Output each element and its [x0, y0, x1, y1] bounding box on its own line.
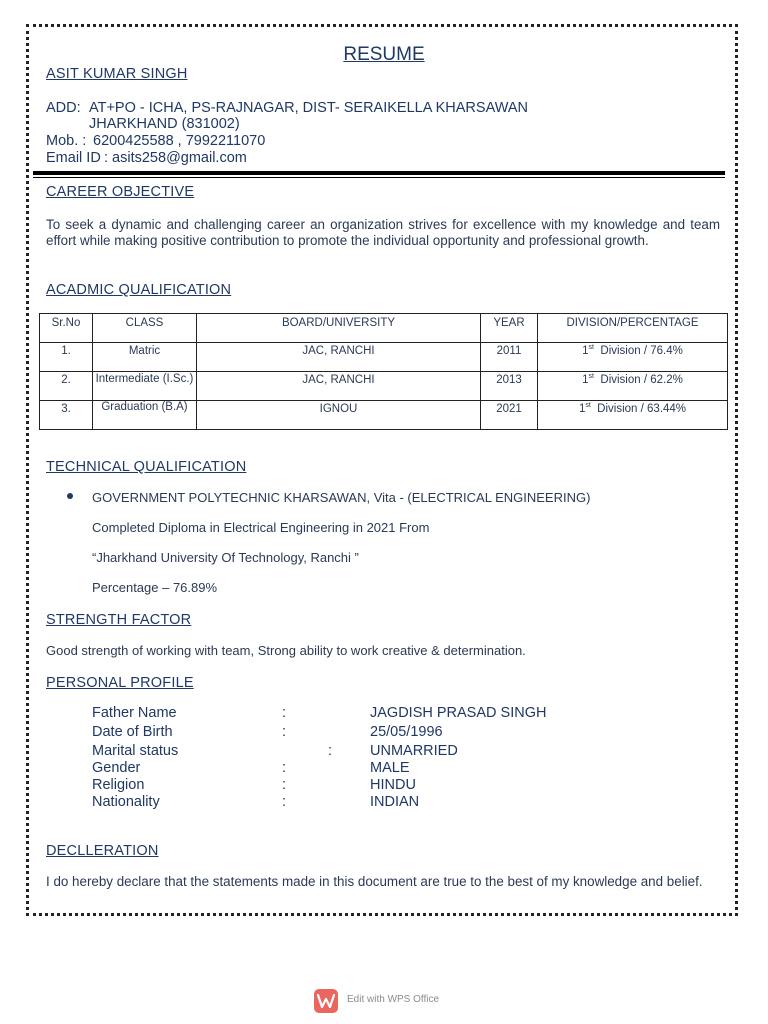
mobile-numbers: 6200425588 , 7992211070 [93, 133, 266, 149]
email-label: Email ID [46, 150, 101, 166]
profile-value: 25/05/1996 [370, 724, 443, 740]
division-cell: 1st Division / 63.44% [538, 401, 728, 430]
board-cell: IGNOU [197, 401, 481, 430]
technical-line-1: GOVERNMENT POLYTECHNIC KHARSAWAN, Vita - (ELECTRICAL ENGINEERING) [92, 490, 591, 505]
table-row [40, 372, 728, 401]
resume-title: RESUME [343, 44, 425, 65]
year-cell: 2021 [481, 401, 538, 430]
profile-colon: : [282, 760, 287, 776]
year-cell: 2011 [481, 343, 538, 372]
column-header: YEAR [481, 314, 538, 343]
mobile-label: Mob. : [46, 133, 87, 149]
profile-label: Marital status [92, 743, 179, 759]
profile-value: MALE [370, 760, 410, 776]
wps-w-icon [317, 994, 335, 1008]
personal-profile-heading: PERSONAL PROFILE [46, 675, 194, 691]
column-header: BOARD/UNIVERSITY [197, 314, 481, 343]
profile-value: HINDU [370, 777, 416, 793]
profile-label: Father Name [92, 705, 177, 721]
technical-heading: TECHNICAL QUALIFICATION [46, 459, 247, 475]
profile-colon: : [282, 705, 287, 721]
academic-table [39, 313, 728, 430]
class-cell: Matric [93, 343, 197, 372]
edit-with-wps-link[interactable]: Edit with WPS Office [347, 994, 440, 1005]
wps-logo-icon[interactable] [314, 989, 338, 1013]
candidate-name: ASIT KUMAR SINGH [46, 66, 188, 82]
table-row [40, 401, 728, 430]
declaration-heading: DECLLERATION [46, 843, 159, 859]
sr-no-cell: 3. [40, 401, 93, 430]
profile-colon: : [282, 794, 287, 810]
header-divider-thick [33, 171, 725, 175]
career-objective-heading: CAREER OBJECTIVE [46, 184, 195, 200]
profile-value: UNMARRIED [370, 743, 458, 759]
table-row [40, 343, 728, 372]
header-divider-thin [33, 177, 725, 178]
bullet-icon [67, 493, 73, 499]
profile-value: INDIAN [370, 794, 420, 810]
board-cell: JAC, RANCHI [197, 372, 481, 401]
year-cell: 2013 [481, 372, 538, 401]
academic-heading: ACADMIC QUALIFICATION [46, 282, 232, 298]
class-cell: Intermediate (I.Sc.) [93, 372, 197, 401]
academic-table-header [40, 314, 728, 343]
profile-label: Date of Birth [92, 724, 173, 740]
profile-value: JAGDISH PRASAD SINGH [370, 705, 547, 721]
board-cell: JAC, RANCHI [197, 343, 481, 372]
sr-no-cell: 2. [40, 372, 93, 401]
strength-text: Good strength of working with team, Strong ability to work creative & determination. [46, 643, 526, 658]
profile-colon: : [282, 777, 287, 793]
technical-line-4: Percentage – 76.89% [92, 580, 218, 595]
technical-line-2: Completed Diploma in Electrical Engineering in 2021 From [92, 520, 430, 535]
sr-no-cell: 1. [40, 343, 93, 372]
technical-line-3: “Jharkhand University Of Technology, Ranchi ” [92, 550, 359, 565]
address-line-1: AT+PO - ICHA, PS-RAJNAGAR, DIST- SERAIKELLA KHARSAWAN [89, 100, 528, 116]
address-line-2: JHARKHAND (831002) [89, 116, 240, 132]
career-objective-text: To seek a dynamic and challenging career an organization strives for excellence with my knowledge and team effort while making positive contribution to promote the individual opportunity and professional growth. [46, 217, 720, 248]
division-cell: 1st Division / 76.4% [538, 343, 728, 372]
column-header: DIVISION/PERCENTAGE [538, 314, 728, 343]
profile-colon: : [328, 743, 333, 759]
profile-colon: : [282, 724, 287, 740]
division-cell: 1st Division / 62.2% [538, 372, 728, 401]
class-cell: Graduation (B.A) [93, 401, 197, 430]
declaration-text: I do hereby declare that the statements made in this document are true to the best of my knowledge and belief. [46, 874, 703, 889]
column-header: Sr.No [40, 314, 93, 343]
address-label: ADD: [46, 100, 81, 116]
email-value: : asits258@gmail.com [104, 150, 247, 166]
strength-heading: STRENGTH FACTOR [46, 612, 192, 628]
profile-label: Nationality [92, 794, 160, 810]
profile-label: Gender [92, 760, 141, 776]
profile-label: Religion [92, 777, 145, 793]
column-header: CLASS [93, 314, 197, 343]
